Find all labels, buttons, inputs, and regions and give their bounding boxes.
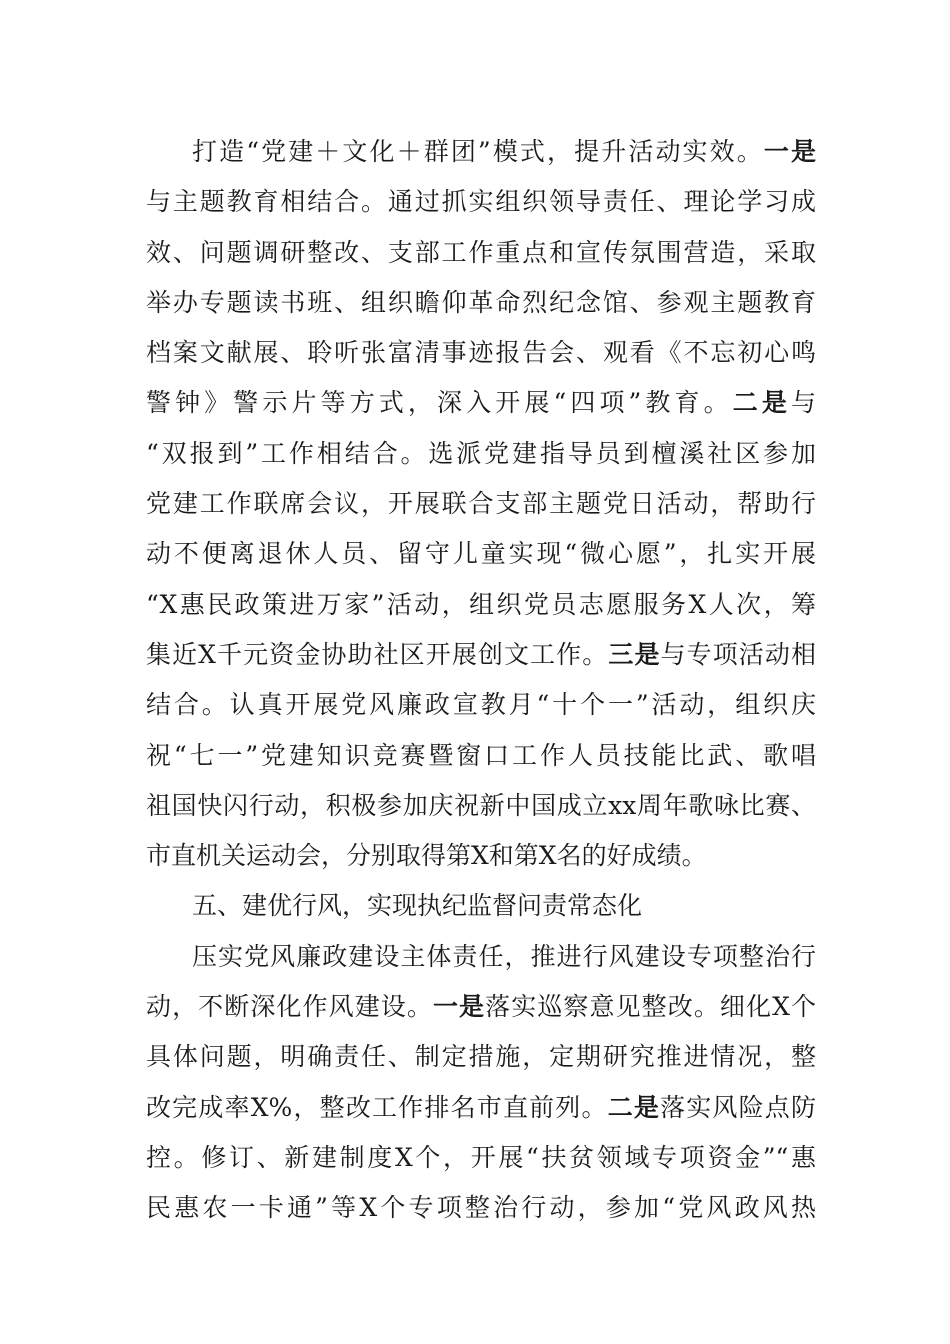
text-run: 民惠农一卡通”等X个专项整治行动，参加“党风政风热	[146, 1193, 816, 1223]
text-run: 祝“七一”党建知识竞赛暨窗口工作人员技能比武、歌唱	[146, 740, 816, 770]
text-line	[146, 630, 816, 680]
text-line	[146, 529, 816, 579]
text-line	[146, 228, 816, 278]
text-run: 控。修订、新建制度X个，开展“扶贫领域专项资金”“惠	[146, 1142, 816, 1172]
text-line	[146, 1183, 816, 1233]
text-line	[146, 831, 816, 881]
text-line	[146, 378, 816, 428]
bold-keyword: 一是	[432, 992, 486, 1022]
text-line	[146, 429, 816, 479]
document-body	[146, 127, 816, 1234]
text-run: 五、建优行风，实现执纪监督问责常态化	[192, 891, 643, 921]
text-run: “双报到”工作相结合。选派党建指导员到檀溪社区参加	[146, 438, 816, 468]
text-run: 警钟》警示片等方式，深入开展“四项”教育。	[146, 388, 733, 418]
text-run: 改完成率X%，整改工作排名市直前列。	[146, 1092, 608, 1122]
text-run: 落实巡察意见整改。细化X个	[485, 992, 816, 1022]
text-line	[146, 278, 816, 328]
text-line	[146, 127, 816, 177]
text-line	[146, 680, 816, 730]
text-run: 举办专题读书班、组织瞻仰革命烈纪念馆、参观主题教育	[146, 287, 816, 317]
text-run: 压实党风廉政建设主体责任，推进行风建设专项整治行	[192, 941, 816, 971]
text-run: “X惠民政策进万家”活动，组织党员志愿服务X人次，筹	[146, 589, 816, 619]
text-run: 落实风险点防	[660, 1092, 816, 1122]
text-line	[146, 781, 816, 831]
text-run: 祖国快闪行动，积极参加庆祝新中国成立xx周年歌咏比赛、	[146, 790, 816, 820]
bold-keyword: 二是	[607, 1092, 661, 1122]
text-run: 效、问题调研整改、支部工作重点和宣传氛围营造，采取	[146, 237, 816, 267]
text-run: 与主题教育相结合。通过抓实组织领导责任、理论学习成	[146, 187, 816, 217]
text-line	[146, 932, 816, 982]
text-line	[146, 731, 816, 781]
text-run: 动，不断深化作风建设。	[146, 992, 433, 1022]
text-line	[146, 328, 816, 378]
text-run: 打造“党建＋文化＋群团”模式，提升活动实效。	[192, 137, 764, 166]
text-run: 档案文献展、聆听张富清事迹报告会、观看《不忘初心鸣	[146, 338, 816, 368]
text-run: 集近X千元资金协助社区开展创文工作。	[146, 639, 609, 669]
bold-keyword: 一是	[763, 137, 816, 166]
text-line	[146, 1083, 816, 1133]
text-line	[146, 1032, 816, 1082]
text-line	[146, 580, 816, 630]
text-run: 市直机关运动会，分别取得第X和第X名的好成绩。	[146, 841, 707, 871]
text-run: 动不便离退休人员、留守儿童实现“微心愿”，扎实开展	[146, 539, 816, 569]
text-line	[146, 881, 816, 931]
text-line	[146, 1133, 816, 1183]
bold-keyword: 三是	[608, 639, 661, 669]
text-run: 党建工作联席会议，开展联合支部主题党日活动，帮助行	[146, 489, 816, 519]
text-run: 具体问题，明确责任、制定措施，定期研究推进情况，整	[146, 1042, 816, 1072]
text-line	[146, 982, 816, 1032]
bold-keyword: 二是	[732, 388, 791, 418]
text-run: 与专项活动相	[660, 639, 816, 669]
text-run: 结合。认真开展党风廉政宣教月“十个一”活动，组织庆	[146, 690, 816, 720]
text-line	[146, 177, 816, 227]
text-run: 与	[790, 388, 816, 418]
text-line	[146, 479, 816, 529]
